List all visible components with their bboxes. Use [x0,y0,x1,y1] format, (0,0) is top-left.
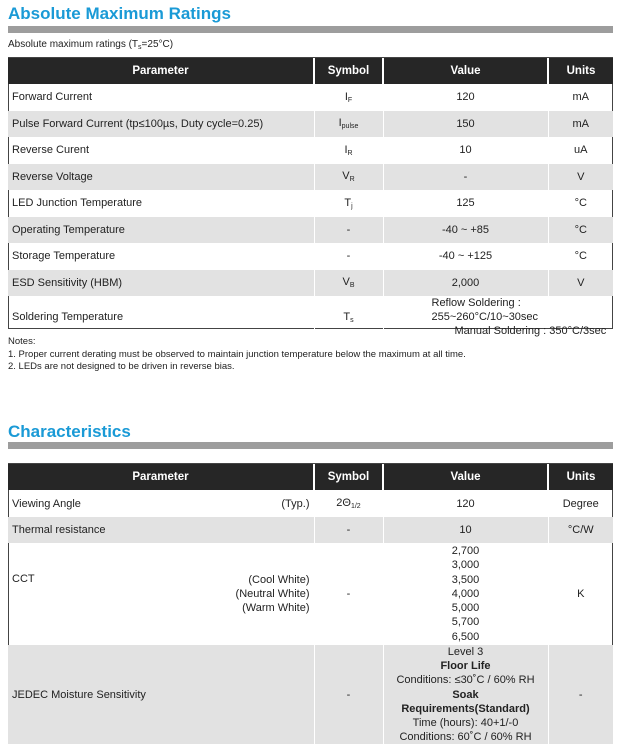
value-cell: 150 [383,111,548,138]
param-cell: LED Junction Temperature [8,190,314,217]
abs-max-subtitle: Absolute maximum ratings $(T_s=25^\circ C)$ [8,39,174,51]
abs-row-reverse-voltage [8,164,613,191]
value-cell: 10 [383,517,548,543]
unit-cell: Degree [562,497,599,510]
abs-row-pulse-forward-current [8,111,613,138]
symbol-cell: $T_j$ [314,190,383,217]
abs-max-title-bar [8,26,613,33]
param-cell: Viewing Angle (Typ.) [8,490,314,517]
param-cell: Pulse Forward Current (tp≤100µs, Duty cycle=0.25) [8,111,314,138]
abs-max-header-row [8,58,613,84]
abs-row-storage-temperature [8,243,613,270]
value-cell: 120 [383,490,548,517]
abs-row-soldering-temperature [8,296,613,339]
param-cell: Reverse Curent [8,137,314,164]
value-cell: Reflow Soldering : 255~260°C/10~30sec Manual Soldering : 350°C/3sec [431,297,607,338]
unit-cell: mA [548,111,613,138]
notes [8,336,466,374]
unit-cell: °C [574,250,587,263]
unit-cell: uA [574,144,588,157]
value-cell: 120 [383,84,548,111]
notes-label: Notes: [8,336,36,347]
abs-max-title: Absolute Maximum Ratings [8,4,231,23]
symbol-cell: $I_R$ [314,137,383,164]
char-row-jedec [8,645,613,744]
param-cell: Storage Temperature [8,243,314,270]
param-cell: Forward Current [8,84,314,111]
value-cell: 10 [383,137,548,164]
symbol-cell: $I_F$ [314,84,383,111]
header-parameter: Parameter [8,464,314,490]
header-value: Value [383,58,548,84]
characteristics-header-row [8,464,613,490]
symbol-cell: $V_R$ [314,164,383,191]
abs-max-table [8,58,613,339]
unit-cell: °C/W [548,517,613,543]
note-item: 1. Proper current derating must be observed to maintain junction temperature below the maximum at all time. [8,348,466,360]
symbol-cell: - [314,517,383,543]
char-row-thermal-resistance [8,517,613,543]
abs-row-junction-temperature [8,190,613,217]
typ-label: (Typ.) [281,497,310,510]
value-cell: Level 3 Floor Life Conditions: ≤30˚C / 60% RH Soak Requirements(Standard) Time (hours): 40+1/-0 Conditions: 60˚C / 60% RH [383,645,548,744]
unit-cell: - [548,645,613,744]
unit-cell: V [548,164,613,191]
abs-row-reverse-current [8,137,613,164]
value-cell: 2,700 3,000 3,500 4,000 5,000 5,700 6,500 [383,543,548,645]
param-cell: JEDEC Moisture Sensitivity [8,645,314,744]
header-value: Value [383,464,548,490]
symbol-cell: $I_{pulse}$ [314,111,383,138]
symbol-cell: - [314,243,383,270]
header-symbol: Symbol [314,58,383,84]
unit-cell: V [548,270,613,297]
symbol-cell: - [314,645,383,744]
value-cell: 125 [383,190,548,217]
param-cell: ESD Sensitivity (HBM) [8,270,314,297]
value-cell: -40 ~ +85 [383,217,548,244]
value-cell: - [383,164,548,191]
param-cell: CCT (Cool White) (Neutral White) (Warm White) [8,543,314,645]
abs-row-esd-sensitivity [8,270,613,297]
param-cell: Soldering Temperature [8,296,314,339]
symbol-cell: - [314,543,383,645]
characteristics-table [8,464,613,744]
abs-row-forward-current [8,84,613,111]
characteristics-title-bar [8,442,613,449]
characteristics-title: Characteristics [8,422,131,441]
unit-cell: °C [574,197,587,210]
param-cell: Reverse Voltage [8,164,314,191]
char-row-viewing-angle [8,490,613,517]
unit-cell: °C [548,217,613,244]
value-cell: -40 ~ +125 [383,243,548,270]
symbol-cell: $V_B$ [314,270,383,297]
note-item: 2. LEDs are not designed to be driven in reverse bias. [8,361,235,372]
unit-cell: mA [572,91,589,104]
header-units: Units [548,464,613,490]
abs-row-operating-temperature [8,217,613,244]
symbol-cell: - [314,217,383,244]
unit-cell: K [577,588,585,600]
cct-variants: (Cool White) (Neutral White) (Warm White) [235,573,310,615]
param-cell: Thermal resistance [8,517,314,543]
header-symbol: Symbol [314,464,383,490]
symbol-cell: $T_s$ [314,296,383,339]
symbol-cell: $2\Theta_{1/2}$ [314,490,383,517]
value-cell: 2,000 [383,270,548,297]
char-row-cct [8,543,613,645]
header-units: Units [548,58,613,84]
param-cell: Operating Temperature [8,217,314,244]
header-parameter: Parameter [8,58,314,84]
